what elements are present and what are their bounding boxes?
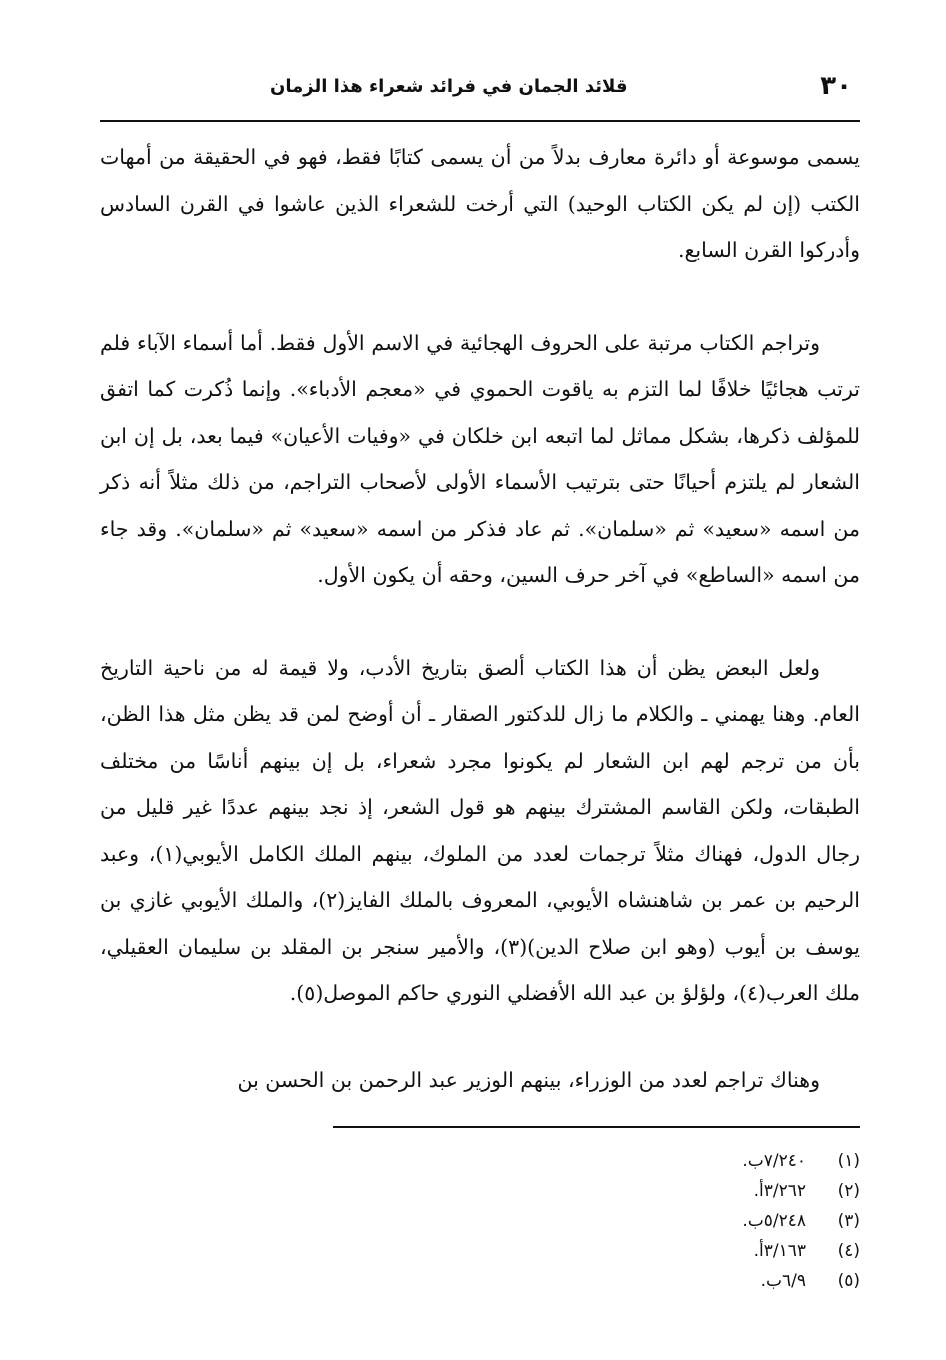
- header-rule: [100, 120, 860, 122]
- footnote-number: (٣): [837, 1211, 860, 1231]
- footnote-number: (٢): [837, 1181, 860, 1201]
- footnote-rule: [333, 1126, 860, 1128]
- footnote-1: [500, 1146, 860, 1176]
- footnote-number: (١): [837, 1151, 860, 1171]
- footnote-reference: ٥/٢٤٨ب.: [742, 1211, 806, 1231]
- footnote-5: [500, 1266, 860, 1296]
- footnote-4: [500, 1236, 860, 1266]
- footnotes: [500, 1146, 860, 1296]
- paragraph-4-start: وهناك تراجم لعدد من الوزراء، بينهم الوزير عبد الرحمن بن الحسن بن: [237, 1067, 820, 1092]
- footnote-number: (٥): [837, 1271, 860, 1291]
- page-header: [100, 66, 852, 106]
- body-text: [100, 134, 860, 1103]
- footnote-reference: ٣/١٦٣أ.: [753, 1241, 806, 1261]
- footnote-reference: ٦/٩ب.: [760, 1271, 806, 1291]
- paragraph-3: ولعل البعض يظن أن هذا الكتاب ألصق بتاريخ الأدب، ولا قيمة له من ناحية التاريخ العام. وهنا يهمني ـ والكلام ما زال للدكتور الصقار ـ أن أوضح لمن قد يظن مثل هذا الظن، بأن من ترجم لهم ابن الشعار لم يكونوا مجرد شعراء، بل إن بينهم أناسًا من مختلف الطبقات، ولكن القاسم المشترك بينهم هو قول الشعر، إذ نجد بينهم عددًا غير قليل من رجال الدول، فهناك مثلاً ترجمات لعدد من الملوك، بينهم الملك الكامل الأيوبي(١)، وعبد الرحيم بن عمر بن شاهنشاه الأيوبي، المعروف بالملك الفايز(٢)، والملك الأيوبي غازي بن يوسف بن أيوب (وهو ابن صلاح الدين)(٣)، والأمير سنجر بن المقلد بن سليمان العقيلي، ملك العرب(٤)، ولؤلؤ بن عبد الله الأفضلي النوري حاكم الموصل(٥).: [100, 655, 860, 1005]
- footnote-reference: ٧/٢٤٠ب.: [742, 1151, 806, 1171]
- page-number: ٣٠: [820, 71, 852, 101]
- paragraph-1: يسمى موسوعة أو دائرة معارف بدلاً من أن يسمى كتابًا فقط، فهو في الحقيقة من أمهات الكتب (إن لم يكن الكتاب الوحيد) التي أرخت للشعراء الذين عاشوا في القرن السادس وأدركوا القرن السابع.: [100, 145, 860, 262]
- footnote-2: [500, 1176, 860, 1206]
- footnote-3: [500, 1206, 860, 1236]
- footnote-number: (٤): [837, 1241, 860, 1261]
- footnote-reference: ٣/٢٦٢أ.: [753, 1181, 806, 1201]
- running-title: قلائد الجمان في فرائد شعراء هذا الزمان: [270, 75, 628, 97]
- paragraph-2: وتراجم الكتاب مرتبة على الحروف الهجائية في الاسم الأول فقط. أما أسماء الآباء فلم ترتب هجائيًا خلافًا لما التزم به ياقوت الحموي في «معجم الأدباء». وإنما ذُكرت كما اتفق للمؤلف ذكرها، بشكل مماثل لما اتبعه ابن خلكان في «وفيات الأعيان» فيما بعد، بل إن ابن الشعار لم يلتزم أحيانًا حتى بترتيب الأسماء الأولى لأصحاب التراجم، من ذلك مثلاً أنه ذكر من اسمه «سعيد» ثم «سلمان». ثم عاد فذكر من اسمه «سعيد» ثم «سلمان». وقد جاء من اسمه «الساطع» في آخر حرف السين، وحقه أن يكون الأول.: [100, 330, 860, 587]
